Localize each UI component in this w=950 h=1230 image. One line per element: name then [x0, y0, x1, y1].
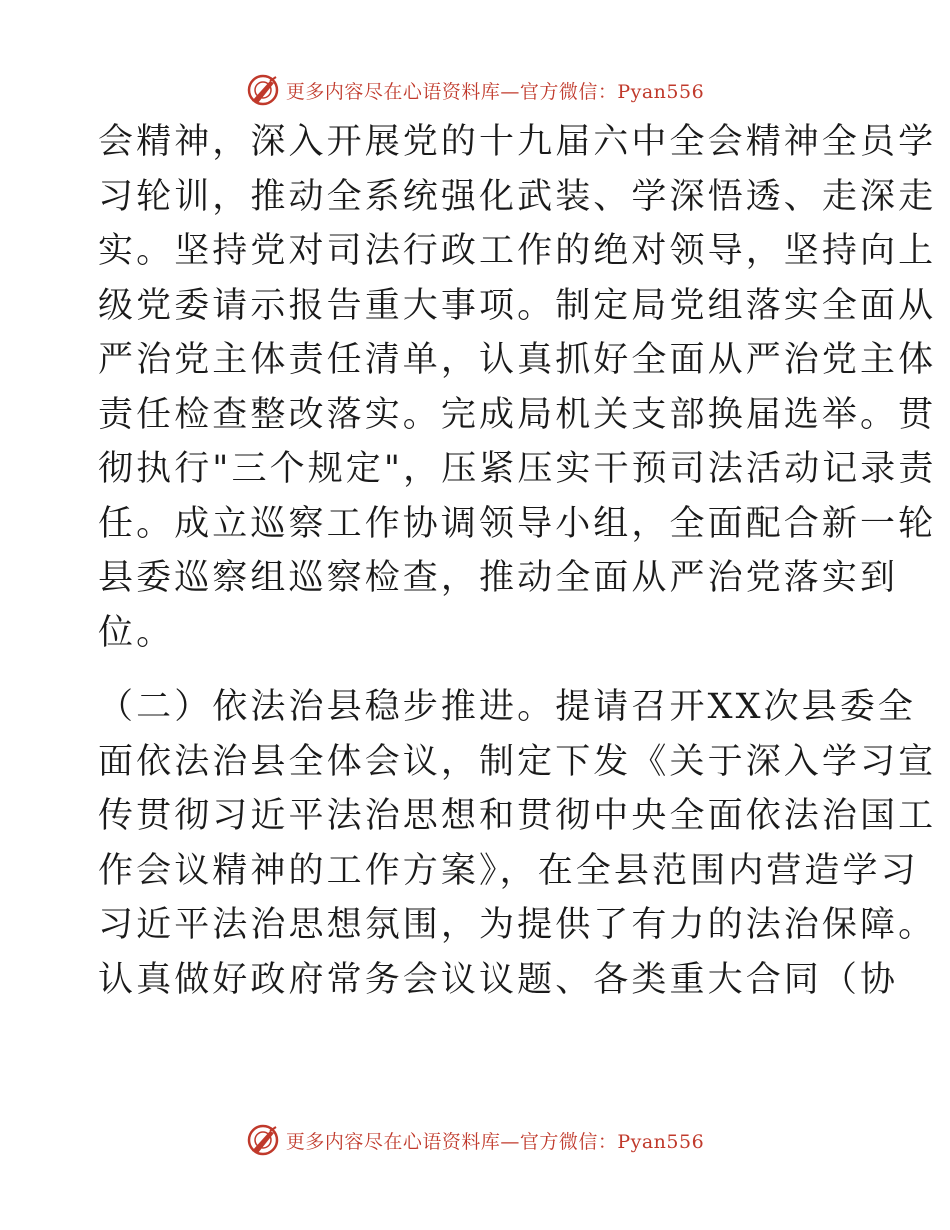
- text-line: 习轮训，推动全系统强化武装、学深悟透、走深走: [98, 176, 937, 217]
- text-line: 责任检查整改落实。完成局机关支部换届选举。贯: [98, 394, 937, 435]
- text-line: 面依法治县全体会议，制定下发《关于深入学习宣: [98, 741, 937, 782]
- text-line: 县委巡察组巡察检查，推动全面从严治党落实到: [98, 558, 899, 598]
- watermark-text: 更多内容尽在心语资料库—官方微信：Pyan556: [285, 1130, 705, 1153]
- watermark-text: 更多内容尽在心语资料库—官方微信：Pyan556: [285, 80, 705, 103]
- text-line: 任。成立巡察工作协调领导小组，全面配合新一轮: [98, 503, 937, 544]
- text-line: 位。: [98, 612, 175, 653]
- text-line: 传贯彻习近平法治思想和贯彻中央全面依法治国工: [98, 796, 937, 836]
- text-line: 习近平法治思想氛围，为提供了有力的法治保障。: [98, 905, 937, 945]
- text-line: 认真做好政府常务会议议题、各类重大合同（协: [98, 959, 899, 1000]
- quill-pen-logo-icon: [246, 1123, 280, 1157]
- text-line: 严治党主体责任清单，认真抓好全面从严治党主体: [98, 340, 937, 380]
- text-line: 实。坚持党对司法行政工作的绝对领导，坚持向上: [98, 231, 937, 271]
- quill-pen-logo-icon: [246, 73, 280, 107]
- text-line: 会精神，深入开展党的十九届六中全会精神全员学: [98, 122, 937, 162]
- header-watermark-banner: [0, 70, 950, 110]
- text-line: （二）依法治县稳步推进。提请召开XX次县委全: [98, 687, 917, 727]
- paragraph-1: [98, 115, 937, 660]
- text-line: 彻执行"三个规定"，压紧压实干预司法活动记录责: [98, 449, 937, 489]
- footer-watermark-banner: [0, 1120, 950, 1160]
- text-line: 作会议精神的工作方案》，在全县范围内营造学习: [98, 850, 919, 891]
- document-body: [98, 115, 937, 1007]
- paragraph-2: [98, 680, 937, 1007]
- text-line: 级党委请示报告重大事项。制定局党组落实全面从: [98, 285, 937, 326]
